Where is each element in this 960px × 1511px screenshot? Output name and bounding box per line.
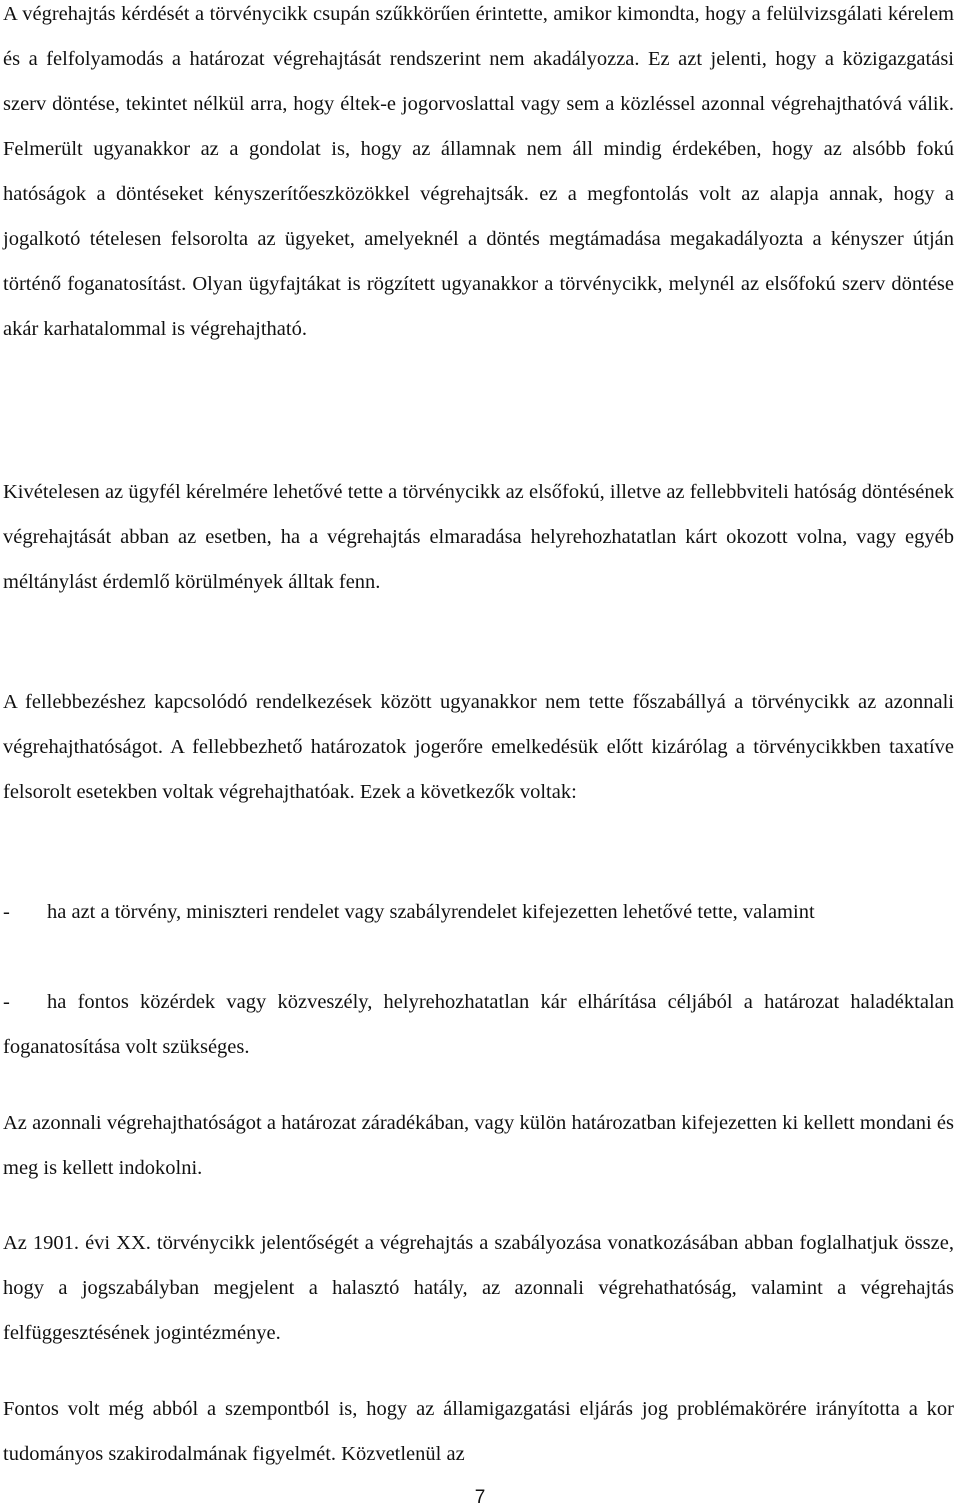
list-item — [3, 980, 954, 1070]
list-item-text: ha azt a törvény, miniszteri rendelet vagy szabályrendelet kifejezetten lehetővé tette, valamint — [47, 901, 815, 923]
list-item-text: ha fontos közérdek vagy közveszély, helyrehozhatatlan kár elhárítása céljából a határozat haladéktalan foganatosítása volt szükséges. — [3, 991, 954, 1058]
list-marker: - — [3, 901, 10, 923]
paragraph: Az 1901. évi XX. törvénycikk jelentőségét a végrehajtás a szabályozása vonatkozásában abban foglalhatjuk össze, hogy a jogszabályban megjelent a halasztó hatály, az azonnali végrehathatóság, valamint a végrehajtás felfüggesztésének jogintézménye. — [3, 1232, 954, 1344]
paragraph: A végrehajtás kérdését a törvénycikk csupán szűkkörűen érintette, amikor kimondta, hogy a felülvizsgálati kérelem és a felfolyamodás a határozat végrehajtását rendszerint nem akadályozza. Ez azt jelenti, hogy a közigazgatási szerv döntése, tekintet nélkül arra, hogy éltek-e jogorvoslattal vagy sem a közléssel azonnal végrehajthatóvá válik. Felmerült ugyanakkor az a gondolat is, hogy az államnak nem áll mindig érdekében, hogy az alsóbb fokú hatóságok a döntéseket kényszerítőeszközökkel végrehajtsák. ez a megfontolás volt az alapja annak, hogy a jogalkotó tételesen felsorolta az ügyeket, amelyeknél a döntés megtámadása megakadályozta a kényszer útján történő foganatosítást. Olyan ügyfajtákat is rögzített ugyanakkor a törvénycikk, melynél az elsőfokú szerv döntése akár karhatalommal is végrehajtható. — [3, 3, 954, 340]
paragraph: A fellebbezéshez kapcsolódó rendelkezések között ugyanakkor nem tette főszabállyá a törvénycikk az azonnali végrehajthatóságot. A fellebbezhető határozatok jogerőre emelkedésük előtt kizárólag a törvénycikkben taxatíve felsorolt esetekben voltak végrehajthatóak. Ezek a következők voltak: — [3, 691, 954, 803]
paragraph: Az azonnali végrehajthatóságot a határozat záradékában, vagy külön határozatban kifejezetten ki kellett mondani és meg is kellett indokolni. — [3, 1112, 954, 1179]
page-number: 7 — [474, 1487, 486, 1508]
list-item — [3, 890, 954, 935]
paragraph: Kivételesen az ügyfél kérelmére lehetővé tette a törvénycikk az elsőfokú, illetve az fellebbviteli hatóság döntésének végrehajtását abban az esetben, ha a végrehajtás elmaradása helyrehozhatatlan kárt okozott volna, vagy egyéb méltánylást érdemlő körülmények álltak fenn. — [3, 481, 954, 593]
paragraph: Fontos volt még abból a szempontból is, hogy az államigazgatási eljárás jog problémakörére irányította a kor tudományos szakirodalmának figyelmét. Közvetlenül az — [3, 1398, 954, 1465]
list-marker: - — [3, 991, 10, 1013]
